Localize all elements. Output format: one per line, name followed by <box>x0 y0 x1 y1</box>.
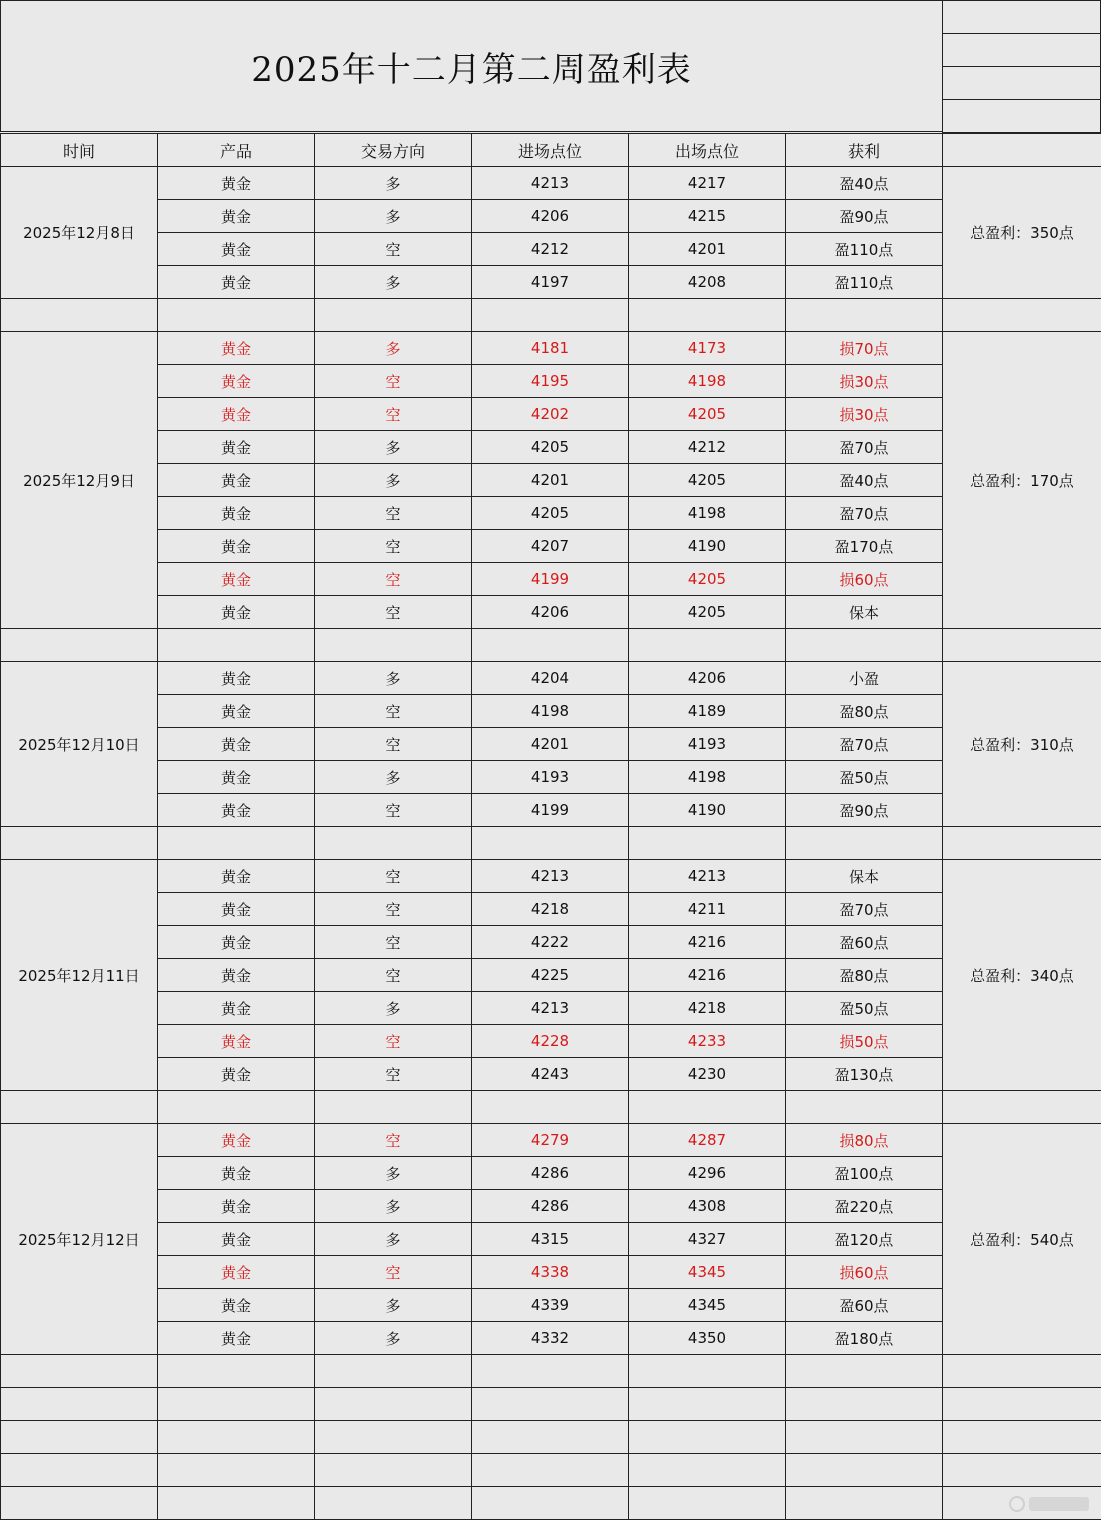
blank-cell <box>157 1420 315 1454</box>
blank-cell <box>0 1453 158 1487</box>
entry-price-cell: 4315 <box>471 1222 629 1256</box>
direction-cell: 空 <box>314 232 472 266</box>
product-cell: 黄金 <box>157 199 315 233</box>
column-header: 产品 <box>157 133 315 167</box>
blank-cell <box>314 1420 472 1454</box>
entry-price-cell: 4205 <box>471 496 629 530</box>
blank-cell <box>628 628 786 662</box>
date-cell: 2025年12月8日 <box>0 166 158 299</box>
blank-cell <box>0 826 158 860</box>
blank-cell <box>471 628 629 662</box>
product-cell: 黄金 <box>157 331 315 365</box>
profit-cell: 盈50点 <box>785 760 943 794</box>
exit-price-cell: 4213 <box>628 859 786 893</box>
exit-price-cell: 4350 <box>628 1321 786 1355</box>
blank-cell <box>628 1387 786 1421</box>
direction-cell: 多 <box>314 430 472 464</box>
profit-cell: 盈130点 <box>785 1057 943 1091</box>
product-cell: 黄金 <box>157 529 315 563</box>
product-cell: 黄金 <box>157 661 315 695</box>
product-cell: 黄金 <box>157 1189 315 1223</box>
product-cell: 黄金 <box>157 958 315 992</box>
profit-cell: 盈80点 <box>785 694 943 728</box>
blank-cell <box>471 1453 629 1487</box>
exit-price-cell: 4190 <box>628 793 786 827</box>
blank-cell <box>785 1090 943 1124</box>
column-header: 时间 <box>0 133 158 167</box>
product-cell: 黄金 <box>157 595 315 629</box>
exit-price-cell: 4198 <box>628 364 786 398</box>
direction-cell: 空 <box>314 496 472 530</box>
direction-cell: 多 <box>314 265 472 299</box>
blank-cell <box>0 628 158 662</box>
entry-price-cell: 4279 <box>471 1123 629 1157</box>
product-cell: 黄金 <box>157 793 315 827</box>
blank-cell <box>0 1420 158 1454</box>
entry-price-cell: 4199 <box>471 793 629 827</box>
entry-price-cell: 4201 <box>471 463 629 497</box>
blank-cell <box>314 298 472 332</box>
direction-cell: 空 <box>314 397 472 431</box>
entry-price-cell: 4286 <box>471 1156 629 1190</box>
blank-cell <box>628 1453 786 1487</box>
direction-cell: 空 <box>314 595 472 629</box>
product-cell: 黄金 <box>157 430 315 464</box>
entry-price-cell: 4213 <box>471 991 629 1025</box>
profit-cell: 保本 <box>785 595 943 629</box>
blank-cell <box>0 1486 158 1520</box>
blank-cell <box>942 1354 1101 1388</box>
direction-cell: 空 <box>314 727 472 761</box>
blank-cell <box>471 1486 629 1520</box>
blank-cell <box>157 1090 315 1124</box>
direction-cell: 空 <box>314 364 472 398</box>
product-cell: 黄金 <box>157 1321 315 1355</box>
watermark-logo <box>1009 1496 1089 1512</box>
profit-cell: 盈220点 <box>785 1189 943 1223</box>
entry-price-cell: 4222 <box>471 925 629 959</box>
column-header: 出场点位 <box>628 133 786 167</box>
product-cell: 黄金 <box>157 1255 315 1289</box>
profit-cell: 盈180点 <box>785 1321 943 1355</box>
entry-price-cell: 4339 <box>471 1288 629 1322</box>
exit-price-cell: 4198 <box>628 760 786 794</box>
profit-cell: 损50点 <box>785 1024 943 1058</box>
blank-cell <box>942 298 1101 332</box>
blank-cell <box>314 1387 472 1421</box>
blank-cell <box>785 298 943 332</box>
blank-cell <box>157 298 315 332</box>
exit-price-cell: 4205 <box>628 397 786 431</box>
blank-cell <box>628 1354 786 1388</box>
column-header: 交易方向 <box>314 133 472 167</box>
profit-cell: 盈100点 <box>785 1156 943 1190</box>
blank-cell <box>785 1453 943 1487</box>
side-empty-cell <box>942 99 1101 133</box>
blank-cell <box>157 628 315 662</box>
exit-price-cell: 4287 <box>628 1123 786 1157</box>
profit-cell: 保本 <box>785 859 943 893</box>
blank-cell <box>785 1420 943 1454</box>
exit-price-cell: 4233 <box>628 1024 786 1058</box>
total-profit-cell: 总盈利：340点 <box>942 859 1101 1091</box>
blank-cell <box>942 1387 1101 1421</box>
product-cell: 黄金 <box>157 892 315 926</box>
exit-price-cell: 4216 <box>628 958 786 992</box>
exit-price-cell: 4215 <box>628 199 786 233</box>
date-cell: 2025年12月10日 <box>0 661 158 827</box>
exit-price-cell: 4205 <box>628 562 786 596</box>
side-empty-cell <box>942 33 1101 67</box>
direction-cell: 多 <box>314 199 472 233</box>
entry-price-cell: 4286 <box>471 1189 629 1223</box>
direction-cell: 空 <box>314 1057 472 1091</box>
title-cell <box>0 0 943 132</box>
profit-cell: 盈40点 <box>785 463 943 497</box>
side-empty-cell <box>942 66 1101 100</box>
exit-price-cell: 4189 <box>628 694 786 728</box>
blank-cell <box>0 1354 158 1388</box>
profit-cell: 盈70点 <box>785 496 943 530</box>
exit-price-cell: 4206 <box>628 661 786 695</box>
blank-cell <box>0 1090 158 1124</box>
blank-cell <box>785 1387 943 1421</box>
entry-price-cell: 4199 <box>471 562 629 596</box>
profit-cell: 盈90点 <box>785 199 943 233</box>
entry-price-cell: 4225 <box>471 958 629 992</box>
direction-cell: 空 <box>314 892 472 926</box>
blank-cell <box>471 298 629 332</box>
product-cell: 黄金 <box>157 1024 315 1058</box>
date-cell: 2025年12月11日 <box>0 859 158 1091</box>
blank-cell <box>785 1354 943 1388</box>
blank-cell <box>157 1387 315 1421</box>
product-cell: 黄金 <box>157 562 315 596</box>
blank-cell <box>0 1387 158 1421</box>
entry-price-cell: 4213 <box>471 859 629 893</box>
product-cell: 黄金 <box>157 1156 315 1190</box>
exit-price-cell: 4173 <box>628 331 786 365</box>
direction-cell: 多 <box>314 661 472 695</box>
direction-cell: 空 <box>314 793 472 827</box>
entry-price-cell: 4193 <box>471 760 629 794</box>
product-cell: 黄金 <box>157 760 315 794</box>
blank-cell <box>785 1486 943 1520</box>
entry-price-cell: 4207 <box>471 529 629 563</box>
column-header: 进场点位 <box>471 133 629 167</box>
profit-cell: 损30点 <box>785 364 943 398</box>
blank-cell <box>942 1453 1101 1487</box>
blank-cell <box>942 1420 1101 1454</box>
exit-price-cell: 4190 <box>628 529 786 563</box>
blank-cell <box>628 1420 786 1454</box>
product-cell: 黄金 <box>157 496 315 530</box>
direction-cell: 多 <box>314 1321 472 1355</box>
product-cell: 黄金 <box>157 1288 315 1322</box>
blank-cell <box>471 1090 629 1124</box>
blank-cell <box>157 1486 315 1520</box>
product-cell: 黄金 <box>157 265 315 299</box>
blank-cell <box>942 628 1101 662</box>
exit-price-cell: 4211 <box>628 892 786 926</box>
profit-cell: 盈60点 <box>785 1288 943 1322</box>
profit-cell: 损60点 <box>785 1255 943 1289</box>
product-cell: 黄金 <box>157 727 315 761</box>
exit-price-cell: 4308 <box>628 1189 786 1223</box>
direction-cell: 空 <box>314 1123 472 1157</box>
exit-price-cell: 4296 <box>628 1156 786 1190</box>
entry-price-cell: 4338 <box>471 1255 629 1289</box>
product-cell: 黄金 <box>157 166 315 200</box>
profit-cell: 盈40点 <box>785 166 943 200</box>
entry-price-cell: 4181 <box>471 331 629 365</box>
page-title: 2025年十二月第二周盈利表 <box>251 49 692 90</box>
profit-cell: 盈170点 <box>785 529 943 563</box>
exit-price-cell: 4218 <box>628 991 786 1025</box>
blank-cell <box>314 1453 472 1487</box>
side-empty-cell <box>942 0 1101 34</box>
entry-price-cell: 4201 <box>471 727 629 761</box>
blank-cell <box>628 1486 786 1520</box>
column-header: 获利 <box>785 133 943 167</box>
total-profit-cell: 总盈利：310点 <box>942 661 1101 827</box>
header-empty-cell <box>942 133 1101 167</box>
blank-cell <box>157 1453 315 1487</box>
profit-cell: 盈120点 <box>785 1222 943 1256</box>
blank-cell <box>785 826 943 860</box>
profit-cell: 盈70点 <box>785 727 943 761</box>
total-profit-cell: 总盈利：350点 <box>942 166 1101 299</box>
profit-cell: 盈60点 <box>785 925 943 959</box>
exit-price-cell: 4198 <box>628 496 786 530</box>
product-cell: 黄金 <box>157 397 315 431</box>
blank-cell <box>471 1354 629 1388</box>
product-cell: 黄金 <box>157 364 315 398</box>
entry-price-cell: 4195 <box>471 364 629 398</box>
product-cell: 黄金 <box>157 1222 315 1256</box>
entry-price-cell: 4202 <box>471 397 629 431</box>
profit-cell: 盈50点 <box>785 991 943 1025</box>
product-cell: 黄金 <box>157 1057 315 1091</box>
direction-cell: 多 <box>314 1156 472 1190</box>
exit-price-cell: 4345 <box>628 1255 786 1289</box>
direction-cell: 多 <box>314 166 472 200</box>
profit-cell: 小盈 <box>785 661 943 695</box>
blank-cell <box>314 1354 472 1388</box>
profit-cell: 盈110点 <box>785 265 943 299</box>
blank-cell <box>314 628 472 662</box>
blank-cell <box>942 826 1101 860</box>
profit-cell: 损80点 <box>785 1123 943 1157</box>
profit-cell: 盈90点 <box>785 793 943 827</box>
entry-price-cell: 4206 <box>471 199 629 233</box>
entry-price-cell: 4243 <box>471 1057 629 1091</box>
date-cell: 2025年12月9日 <box>0 331 158 629</box>
watermark-dot-icon <box>1009 1496 1025 1512</box>
product-cell: 黄金 <box>157 694 315 728</box>
exit-price-cell: 4327 <box>628 1222 786 1256</box>
blank-cell <box>157 1354 315 1388</box>
entry-price-cell: 4332 <box>471 1321 629 1355</box>
direction-cell: 空 <box>314 1024 472 1058</box>
exit-price-cell: 4217 <box>628 166 786 200</box>
product-cell: 黄金 <box>157 232 315 266</box>
entry-price-cell: 4218 <box>471 892 629 926</box>
entry-price-cell: 4213 <box>471 166 629 200</box>
profit-cell: 盈80点 <box>785 958 943 992</box>
entry-price-cell: 4212 <box>471 232 629 266</box>
direction-cell: 空 <box>314 562 472 596</box>
profit-cell: 损70点 <box>785 331 943 365</box>
profit-cell: 盈110点 <box>785 232 943 266</box>
direction-cell: 空 <box>314 958 472 992</box>
blank-cell <box>628 826 786 860</box>
blank-cell <box>314 1090 472 1124</box>
direction-cell: 空 <box>314 529 472 563</box>
direction-cell: 多 <box>314 463 472 497</box>
exit-price-cell: 4216 <box>628 925 786 959</box>
total-profit-cell: 总盈利：170点 <box>942 331 1101 629</box>
entry-price-cell: 4197 <box>471 265 629 299</box>
product-cell: 黄金 <box>157 1123 315 1157</box>
blank-cell <box>471 1420 629 1454</box>
date-cell: 2025年12月12日 <box>0 1123 158 1355</box>
blank-cell <box>628 298 786 332</box>
direction-cell: 空 <box>314 1255 472 1289</box>
blank-cell <box>157 826 315 860</box>
direction-cell: 多 <box>314 760 472 794</box>
profit-cell: 损60点 <box>785 562 943 596</box>
direction-cell: 多 <box>314 1288 472 1322</box>
exit-price-cell: 4193 <box>628 727 786 761</box>
blank-cell <box>785 628 943 662</box>
exit-price-cell: 4201 <box>628 232 786 266</box>
profit-cell: 盈70点 <box>785 892 943 926</box>
exit-price-cell: 4205 <box>628 595 786 629</box>
direction-cell: 空 <box>314 859 472 893</box>
watermark-bar-icon <box>1029 1497 1089 1511</box>
entry-price-cell: 4206 <box>471 595 629 629</box>
exit-price-cell: 4230 <box>628 1057 786 1091</box>
blank-cell <box>471 1387 629 1421</box>
entry-price-cell: 4228 <box>471 1024 629 1058</box>
exit-price-cell: 4205 <box>628 463 786 497</box>
entry-price-cell: 4204 <box>471 661 629 695</box>
blank-cell <box>471 826 629 860</box>
total-profit-cell: 总盈利：540点 <box>942 1123 1101 1355</box>
profit-cell: 盈70点 <box>785 430 943 464</box>
product-cell: 黄金 <box>157 463 315 497</box>
product-cell: 黄金 <box>157 859 315 893</box>
direction-cell: 多 <box>314 331 472 365</box>
entry-price-cell: 4198 <box>471 694 629 728</box>
direction-cell: 空 <box>314 925 472 959</box>
exit-price-cell: 4345 <box>628 1288 786 1322</box>
direction-cell: 多 <box>314 991 472 1025</box>
blank-cell <box>314 1486 472 1520</box>
blank-cell <box>628 1090 786 1124</box>
exit-price-cell: 4208 <box>628 265 786 299</box>
direction-cell: 空 <box>314 694 472 728</box>
exit-price-cell: 4212 <box>628 430 786 464</box>
entry-price-cell: 4205 <box>471 430 629 464</box>
product-cell: 黄金 <box>157 991 315 1025</box>
profit-cell: 损30点 <box>785 397 943 431</box>
direction-cell: 多 <box>314 1189 472 1223</box>
direction-cell: 多 <box>314 1222 472 1256</box>
blank-cell <box>942 1090 1101 1124</box>
product-cell: 黄金 <box>157 925 315 959</box>
blank-cell <box>0 298 158 332</box>
blank-cell <box>314 826 472 860</box>
